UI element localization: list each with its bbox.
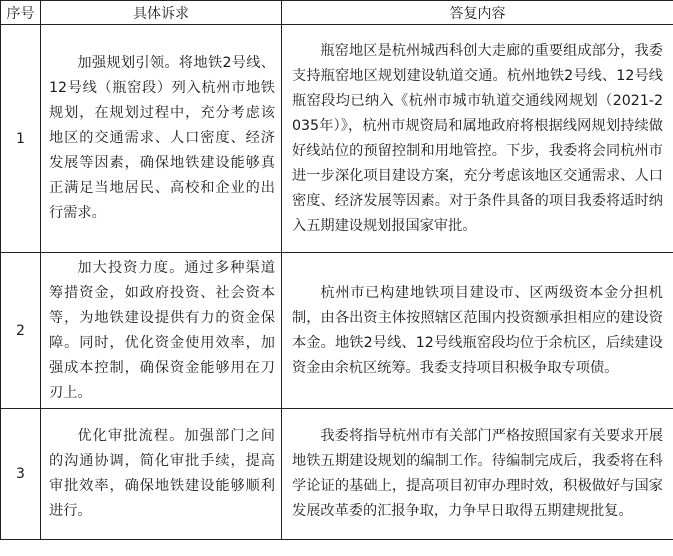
row-seq: 2: [1, 253, 41, 409]
row-request: [41, 409, 282, 540]
table-row: [1, 25, 673, 253]
header-row: [1, 1, 673, 25]
header-seq: 序号: [1, 1, 41, 25]
row-reply: [282, 253, 673, 409]
reply-text: 我委将指导杭州市有关部门严格按照国家有关要求开展地铁五期建设规划的编制工作。待编制完成后，我委将在科学论证的基础上，提高项目初审办理时效，积极做好与国家发展改革委的汇报争取，力争早日取得五期建规批复。: [292, 428, 663, 519]
row-reply: [282, 25, 673, 253]
table-row: [1, 409, 673, 540]
request-text: 优化审批流程。加强部门之间的沟通协调，简化审批手续，提高审批效率，确保地铁建设能够顺利进行。: [49, 428, 275, 519]
reply-text: 瓶窑地区是杭州城西科创大走廊的重要组成部分，我委支持瓶窑地区规划建设轨道交通。杭州地铁2号线、12号线瓶窑段均已纳入《杭州市城市轨道交通线网规划（2021-2035年）》，杭州市规资局和属地政府将根据线网规划持续做好线站位的预留控制和用地管控。下步，我委将会同杭州市进一步深化项目建设方案，充分考虑该地区交通需求、人口密度、经济发展等因素。对于条件具备的项目我委将适时纳入五期建设规划报国家审批。: [292, 42, 663, 234]
row-request: [41, 25, 282, 253]
request-text: 加强规划引领。将地铁2号线、12号线（瓶窑段）列入杭州市地铁规划，在规划过程中，充分考虑该地区的交通需求、人口密度、经济发展等因素，确保地铁建设能够真正满足当地居民、高校和企业的出行需求。: [49, 55, 275, 221]
row-seq: 1: [1, 25, 41, 253]
header-reply: 答复内容: [282, 1, 673, 25]
header-request: 具体诉求: [41, 1, 282, 25]
row-reply: [282, 409, 673, 540]
row-seq: 3: [1, 409, 41, 540]
request-text: 加大投资力度。通过多种渠道筹措资金，如政府投资、社会资本等，为地铁建设提供有力的资金保障。同时，优化资金使用效率，加强成本控制，确保资金能够用在刀刃上。: [49, 259, 275, 401]
row-request: [41, 253, 282, 409]
reply-text: 杭州市已构建地铁项目建设市、区两级资本金分担机制，由各出资主体按照辖区范围内投资额承担相应的建设资本金。地铁2号线、12号线瓶窑段均位于余杭区，后续建设资金由余杭区统筹。我委支持项目积极争取专项债。: [292, 284, 663, 376]
table-row: [1, 253, 673, 409]
